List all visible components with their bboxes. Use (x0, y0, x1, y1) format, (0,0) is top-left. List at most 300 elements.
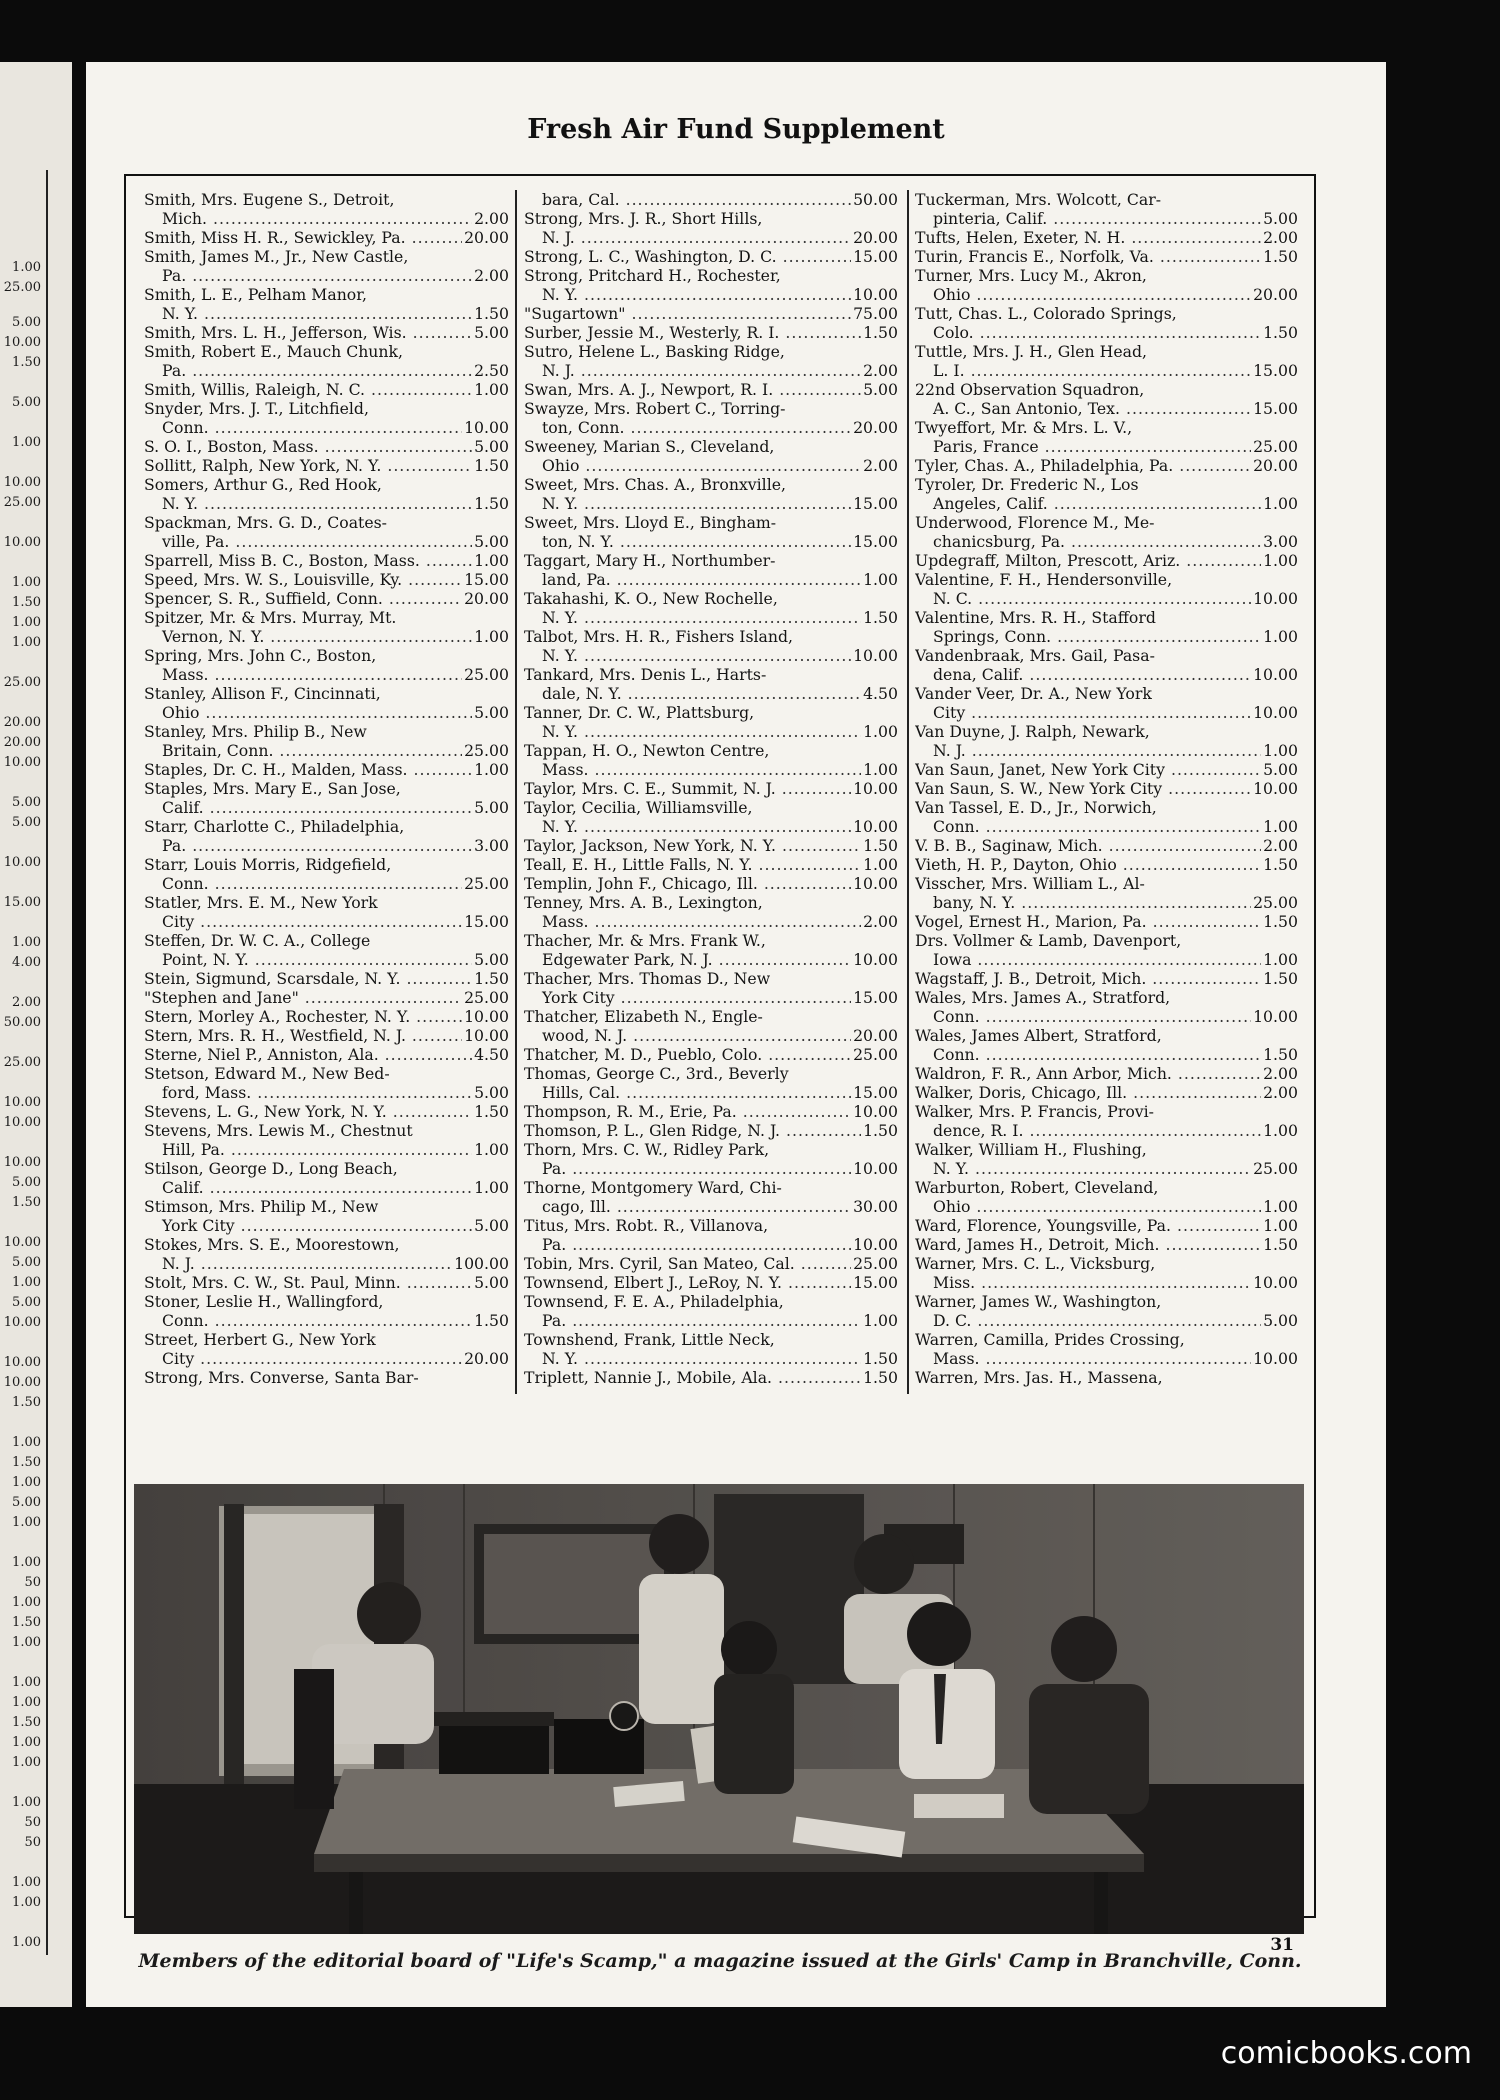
adjacent-page-amount: 2.00 (12, 995, 41, 1010)
donor-name-line: Conn. ..... (144, 1311, 509, 1330)
donor-name-line: N. J. ..... (524, 228, 898, 247)
adjacent-page-strip (0, 62, 72, 2007)
donor-name-line: ford, Mass. ..... (144, 1083, 509, 1102)
donor-entry (144, 1292, 509, 1330)
donor-entry (915, 798, 1298, 836)
donor-name-line: Calif. ..... (144, 798, 509, 817)
donor-name-line: Tyroler, Dr. Frederic N., Los (915, 475, 1139, 494)
donor-entry (524, 1007, 898, 1045)
donor-name-line: Smith, Willis, Raleigh, N. C. ..... (144, 380, 509, 399)
donation-amount: 10.00 (853, 874, 898, 893)
donor-name-line: Iowa ..... (915, 950, 1298, 969)
adjacent-page-amount: 10.00 (3, 535, 41, 550)
donation-amount: 2.00 (863, 456, 898, 475)
donation-amount: 10.00 (853, 1102, 898, 1121)
donation-amount: 1.50 (474, 494, 509, 513)
donation-amount: 1.00 (1263, 817, 1298, 836)
donor-name-line: cago, Ill. ..... (524, 1197, 898, 1216)
adjacent-page-amount: 1.00 (12, 1895, 41, 1910)
donor-name-line: Tobin, Mrs. Cyril, San Mateo, Cal. ..... (524, 1254, 898, 1273)
donor-name-line: N. Y. ..... (524, 817, 898, 836)
adjacent-page-amount: 5.00 (12, 315, 41, 330)
donation-amount: 1.50 (1263, 1045, 1298, 1064)
adjacent-page-amount: 1.00 (12, 435, 41, 450)
adjacent-page-amount: 1.00 (12, 1875, 41, 1890)
donor-name-line: Tyler, Chas. A., Philadelphia, Pa. ..... (915, 456, 1298, 475)
donation-amount: 1.50 (1263, 247, 1298, 266)
donor-name-line: Valentine, Mrs. R. H., Stafford (915, 608, 1156, 627)
donation-amount: 10.00 (1253, 779, 1298, 798)
donation-amount: 1.00 (1263, 741, 1298, 760)
donation-amount: 10.00 (853, 285, 898, 304)
donor-name-line: Vogel, Ernest H., Marion, Pa. ..... (915, 912, 1298, 931)
donor-name-line: Stanley, Allison F., Cincinnati, (144, 684, 381, 703)
donation-amount: 20.00 (1253, 285, 1298, 304)
donor-entry (144, 1273, 509, 1292)
donation-amount: 15.00 (853, 247, 898, 266)
donor-name-line: Thacher, Mrs. Thomas D., New (524, 969, 771, 988)
donor-entry (144, 722, 509, 760)
donor-name-line: Taylor, Jackson, New York, N. Y. ..... (524, 836, 898, 855)
donation-amount: 10.00 (853, 950, 898, 969)
donor-entry (524, 855, 898, 874)
donation-amount: 2.00 (863, 361, 898, 380)
adjacent-page-amount: 10.00 (3, 1155, 41, 1170)
donation-amount: 10.00 (1253, 1273, 1298, 1292)
donor-entry (524, 513, 898, 551)
donation-amount: 10.00 (464, 1026, 509, 1045)
donation-amount: 5.00 (474, 798, 509, 817)
donor-entry (524, 1216, 898, 1254)
donation-amount: 25.00 (853, 1045, 898, 1064)
donor-entry (915, 1140, 1298, 1178)
donor-name-line: V. B. B., Saginaw, Mich. ..... (915, 836, 1298, 855)
donor-name-line: Calif. ..... (144, 1178, 509, 1197)
donor-entry (915, 855, 1298, 874)
donor-entry (144, 323, 509, 342)
donor-name-line: 22nd Observation Squadron, (915, 380, 1145, 399)
adjacent-page-amount: 10.00 (3, 1315, 41, 1330)
donor-name-line: Turner, Mrs. Lucy M., Akron, (915, 266, 1147, 285)
donation-amount: 5.00 (1263, 209, 1298, 228)
donation-amount: 1.50 (474, 1311, 509, 1330)
donation-amount: 10.00 (853, 817, 898, 836)
donor-entry (524, 1045, 898, 1064)
donation-amount: 10.00 (464, 1007, 509, 1026)
donor-name-line: Walker, Mrs. P. Francis, Provi- (915, 1102, 1154, 1121)
donor-name-line: Snyder, Mrs. J. T., Litchfield, (144, 399, 369, 418)
adjacent-page-amount: 15.00 (3, 895, 41, 910)
donor-entry (915, 380, 1298, 418)
donor-name-line: Strong, Mrs. Converse, Santa Bar- (144, 1368, 419, 1387)
donor-entry (524, 266, 898, 304)
donor-entry (144, 988, 509, 1007)
donation-amount: 10.00 (853, 646, 898, 665)
adjacent-page-amount: 10.00 (3, 335, 41, 350)
donor-name-line: Springs, Conn. ..... (915, 627, 1298, 646)
donation-amount: 10.00 (1253, 665, 1298, 684)
donor-name-line: land, Pa. ..... (524, 570, 898, 589)
adjacent-page-amount: 5.00 (12, 1495, 41, 1510)
donor-entry (524, 1273, 898, 1292)
donor-entry (524, 190, 898, 209)
adjacent-page-amount: 10.00 (3, 755, 41, 770)
donor-name-line: Swan, Mrs. A. J., Newport, R. I. ..... (524, 380, 898, 399)
donor-name-line: Point, N. Y. ..... (144, 950, 509, 969)
donor-entry (144, 190, 509, 228)
donor-name-line: Stern, Morley A., Rochester, N. Y. ..... (144, 1007, 509, 1026)
donor-name-line: Thomson, P. L., Glen Ridge, N. J. ..... (524, 1121, 898, 1140)
donation-amount: 1.00 (863, 1311, 898, 1330)
donation-amount: 1.00 (1263, 1197, 1298, 1216)
donor-name-line: bany, N. Y. ..... (915, 893, 1298, 912)
donor-name-line: Townsend, F. E. A., Philadelphia, (524, 1292, 784, 1311)
adjacent-page-amount: 1.00 (12, 1555, 41, 1570)
donor-entry (915, 836, 1298, 855)
donor-name-line: Waldron, F. R., Ann Arbor, Mich. ..... (915, 1064, 1298, 1083)
donor-name-line: Conn. ..... (915, 1045, 1298, 1064)
donor-entry (144, 893, 509, 931)
donation-amount: 20.00 (464, 228, 509, 247)
donor-name-line: Van Duyne, J. Ralph, Newark, (915, 722, 1150, 741)
donor-entry (144, 1121, 509, 1159)
donor-name-line: Tankard, Mrs. Denis L., Harts- (524, 665, 767, 684)
donor-entry (915, 247, 1298, 266)
donor-entry (144, 570, 509, 589)
donor-name-line: N. Y. ..... (524, 608, 898, 627)
donor-name-line: Stein, Sigmund, Scarsdale, N. Y. ..... (144, 969, 509, 988)
donation-amount: 1.50 (1263, 323, 1298, 342)
donation-amount: 25.00 (464, 665, 509, 684)
donor-entry (144, 855, 509, 893)
donation-amount: 1.00 (474, 1140, 509, 1159)
donation-amount: 1.00 (1263, 627, 1298, 646)
donor-name-line: Britain, Conn. ..... (144, 741, 509, 760)
donor-name-line: Sterne, Niel P., Anniston, Ala. ..... (144, 1045, 509, 1064)
adjacent-page-amount: 1.00 (12, 1935, 41, 1950)
donation-amount: 20.00 (853, 1026, 898, 1045)
donor-name-line: Mass. ..... (524, 912, 898, 931)
donation-amount: 20.00 (464, 1349, 509, 1368)
donation-amount: 5.00 (1263, 760, 1298, 779)
donor-entry (524, 589, 898, 627)
donor-entry (144, 228, 509, 247)
donation-amount: 1.00 (474, 760, 509, 779)
donor-entry (524, 893, 898, 931)
adjacent-page-amount: 50 (24, 1835, 41, 1850)
donor-entry (144, 1102, 509, 1121)
donor-name-line: Tappan, H. O., Newton Centre, (524, 741, 770, 760)
donation-amount: 1.00 (1263, 551, 1298, 570)
donor-entry (144, 1197, 509, 1235)
donor-name-line: Townsend, Elbert J., LeRoy, N. Y. ..... (524, 1273, 898, 1292)
donor-name-line: Stoner, Leslie H., Wallingford, (144, 1292, 384, 1311)
donation-amount: 1.50 (863, 323, 898, 342)
donor-name-line: Spring, Mrs. John C., Boston, (144, 646, 377, 665)
donor-name-line: Pa. ..... (524, 1235, 898, 1254)
donor-name-line: Warner, James W., Washington, (915, 1292, 1162, 1311)
donor-name-line: Statler, Mrs. E. M., New York (144, 893, 378, 912)
donor-name-line: Titus, Mrs. Robt. R., Villanova, (524, 1216, 769, 1235)
donor-name-line: Stimson, Mrs. Philip M., New (144, 1197, 379, 1216)
adjacent-page-amount: 1.00 (12, 1755, 41, 1770)
donation-amount: 1.50 (863, 1121, 898, 1140)
donor-name-line: N. Y. ..... (524, 1349, 898, 1368)
donor-name-line: Staples, Mrs. Mary E., San Jose, (144, 779, 401, 798)
donor-name-line: Thacher, Mr. & Mrs. Frank W., (524, 931, 766, 950)
donor-name-line: Sutro, Helene L., Basking Ridge, (524, 342, 785, 361)
donor-name-line: Ohio ..... (915, 1197, 1298, 1216)
donor-entry (915, 1064, 1298, 1083)
donation-amount: 30.00 (853, 1197, 898, 1216)
donation-amount: 2.00 (1263, 836, 1298, 855)
adjacent-page-amount: 1.00 (12, 1695, 41, 1710)
donor-entry (144, 437, 509, 456)
donor-entry (144, 1235, 509, 1273)
donor-name-line: N. J. ..... (144, 1254, 509, 1273)
donor-entry (144, 779, 509, 817)
donor-entry (915, 1292, 1298, 1330)
donor-column-3 (915, 190, 1298, 1390)
donor-name-line: City ..... (144, 1349, 509, 1368)
donation-amount: 1.50 (1263, 912, 1298, 931)
donation-amount: 10.00 (1253, 703, 1298, 722)
adjacent-page-amount: 10.00 (3, 855, 41, 870)
donor-name-line: Starr, Louis Morris, Ridgefield, (144, 855, 392, 874)
donor-entry (915, 1102, 1298, 1140)
donor-entry (524, 209, 898, 247)
donor-name-line: Van Saun, Janet, New York City ..... (915, 760, 1298, 779)
donor-name-line: Twyeffort, Mr. & Mrs. L. V., (915, 418, 1133, 437)
donor-entry (524, 798, 898, 836)
donation-amount: 1.50 (1263, 855, 1298, 874)
donation-amount: 1.50 (863, 608, 898, 627)
donor-entry (915, 228, 1298, 247)
donor-name-line: Taylor, Mrs. C. E., Summit, N. J. ..... (524, 779, 898, 798)
photo-caption: Members of the editorial board of "Life's Scamp," a magazine issued at the Girls' Camp in Branchville, Conn. (138, 1950, 1302, 1972)
donor-entry (524, 703, 898, 741)
donor-column-2 (524, 190, 898, 1390)
donor-name-line: Spencer, S. R., Suffield, Conn. ..... (144, 589, 509, 608)
donation-amount: 1.00 (474, 627, 509, 646)
donor-name-line: Hill, Pa. ..... (144, 1140, 509, 1159)
donation-amount: 3.00 (474, 836, 509, 855)
donation-amount: 4.50 (474, 1045, 509, 1064)
donor-name-line: Takahashi, K. O., New Rochelle, (524, 589, 778, 608)
donor-name-line: York City ..... (524, 988, 898, 1007)
donor-name-line: N. Y. ..... (524, 646, 898, 665)
donor-name-line: D. C. ..... (915, 1311, 1298, 1330)
donor-name-line: Walker, Doris, Chicago, Ill. ..... (915, 1083, 1298, 1102)
donor-name-line: Smith, James M., Jr., New Castle, (144, 247, 409, 266)
donor-entry (144, 1368, 509, 1387)
donor-name-line: Speed, Mrs. W. S., Louisville, Ky. ..... (144, 570, 509, 589)
donation-amount: 5.00 (474, 532, 509, 551)
adjacent-page-amount: 50 (24, 1815, 41, 1830)
donor-name-line: Vander Veer, Dr. A., New York (915, 684, 1152, 703)
donor-entry (915, 646, 1298, 684)
donation-amount: 1.50 (1263, 1235, 1298, 1254)
adjacent-page-amount: 1.50 (12, 355, 41, 370)
donation-amount: 2.00 (474, 209, 509, 228)
donation-amount: 50.00 (853, 190, 898, 209)
donation-amount: 15.00 (464, 912, 509, 931)
donation-amount: 4.50 (863, 684, 898, 703)
donor-entry (915, 912, 1298, 931)
donor-name-line: Van Tassel, E. D., Jr., Norwich, (915, 798, 1157, 817)
donor-name-line: Stanley, Mrs. Philip B., New (144, 722, 367, 741)
donor-entry (524, 1292, 898, 1330)
donor-name-line: Visscher, Mrs. William L., Al- (915, 874, 1145, 893)
donor-name-line: Taylor, Cecilia, Williamsville, (524, 798, 753, 817)
donor-entry (144, 646, 509, 684)
donation-amount: 1.50 (474, 456, 509, 475)
donation-amount: 2.50 (474, 361, 509, 380)
donation-amount: 15.00 (1253, 399, 1298, 418)
donor-entry (524, 1140, 898, 1178)
donor-entry (524, 1330, 898, 1368)
donor-name-line: Vandenbraak, Mrs. Gail, Pasa- (915, 646, 1155, 665)
donation-amount: 1.00 (474, 1178, 509, 1197)
donor-entry (524, 931, 898, 969)
donation-amount: 10.00 (1253, 1007, 1298, 1026)
photo-illustration (134, 1484, 1304, 1934)
donor-name-line: Angeles, Calif. ..... (915, 494, 1298, 513)
donation-amount: 25.00 (464, 741, 509, 760)
donor-entry (915, 190, 1298, 228)
donation-amount: 20.00 (853, 418, 898, 437)
donor-entry (144, 285, 509, 323)
donor-entry (524, 380, 898, 399)
donor-entry (144, 760, 509, 779)
donation-amount: 2.00 (1263, 1064, 1298, 1083)
donation-amount: 10.00 (464, 418, 509, 437)
donor-entry (144, 589, 509, 608)
donor-entry (915, 342, 1298, 380)
donor-entry (915, 418, 1298, 456)
donor-name-line: N. Y. ..... (524, 494, 898, 513)
donor-name-line: Conn. ..... (915, 817, 1298, 836)
donor-name-line: Underwood, Florence M., Me- (915, 513, 1155, 532)
donor-entry (915, 1083, 1298, 1102)
donor-entry (144, 551, 509, 570)
adjacent-page-amount: 10.00 (3, 1355, 41, 1370)
adjacent-page-amount: 1.50 (12, 1195, 41, 1210)
donor-entry (524, 1102, 898, 1121)
donation-amount: 15.00 (464, 570, 509, 589)
adjacent-page-amount: 25.00 (3, 495, 41, 510)
donor-entry (144, 1007, 509, 1026)
donation-amount: 5.00 (863, 380, 898, 399)
donor-name-line: Wales, James Albert, Stratford, (915, 1026, 1162, 1045)
donation-amount: 2.00 (1263, 228, 1298, 247)
donor-name-line: N. Y. ..... (144, 494, 509, 513)
adjacent-page-amount: 1.00 (12, 635, 41, 650)
adjacent-page-amount: 5.00 (12, 815, 41, 830)
donor-name-line: Walker, William H., Flushing, (915, 1140, 1147, 1159)
adjacent-page-amount: 1.00 (12, 935, 41, 950)
donor-entry (915, 931, 1298, 969)
donor-name-line: Warburton, Robert, Cleveland, (915, 1178, 1159, 1197)
donor-name-line: Stevens, L. G., New York, N. Y. ..... (144, 1102, 509, 1121)
donor-name-line: Ohio ..... (144, 703, 509, 722)
donor-name-line: Smith, Miss H. R., Sewickley, Pa. ..... (144, 228, 509, 247)
adjacent-page-amount: 1.00 (12, 1435, 41, 1450)
donor-entry (915, 570, 1298, 608)
adjacent-page-amount: 4.00 (12, 955, 41, 970)
donation-amount: 5.00 (1263, 1311, 1298, 1330)
donation-amount: 25.00 (464, 874, 509, 893)
donor-name-line: Mass. ..... (144, 665, 509, 684)
donor-entry (144, 817, 509, 855)
column-rule (515, 190, 517, 1394)
donation-amount: 15.00 (853, 988, 898, 1007)
donor-name-line: Taggart, Mary H., Northumber- (524, 551, 776, 570)
adjacent-page-amount: 1.50 (12, 1615, 41, 1630)
donor-name-line: Starr, Charlotte C., Philadelphia, (144, 817, 405, 836)
donor-name-line: Strong, Pritchard H., Rochester, (524, 266, 781, 285)
donation-amount: 20.00 (1253, 456, 1298, 475)
donor-entry (524, 399, 898, 437)
donor-entry (915, 969, 1298, 988)
donation-amount: 10.00 (853, 1235, 898, 1254)
donor-name-line: Warren, Mrs. Jas. H., Massena, (915, 1368, 1163, 1387)
donor-entry (524, 551, 898, 589)
adjacent-page-amount: 5.00 (12, 1175, 41, 1190)
adjacent-page-amount: 1.00 (12, 1735, 41, 1750)
donation-amount: 25.00 (1253, 1159, 1298, 1178)
donation-amount: 1.00 (863, 855, 898, 874)
donor-name-line: Stevens, Mrs. Lewis M., Chestnut (144, 1121, 413, 1140)
donor-entry (524, 475, 898, 513)
donor-column-1 (144, 190, 509, 1390)
donor-name-line: Warner, Mrs. C. L., Vicksburg, (915, 1254, 1156, 1273)
donor-entry (144, 1064, 509, 1102)
donation-amount: 25.00 (1253, 893, 1298, 912)
donation-amount: 1.00 (1263, 1121, 1298, 1140)
donor-name-line: Sweeney, Marian S., Cleveland, (524, 437, 775, 456)
adjacent-page-amount: 1.50 (12, 1715, 41, 1730)
donor-name-line: ton, Conn. ..... (524, 418, 898, 437)
donor-name-line: Edgewater Park, N. J. ..... (524, 950, 898, 969)
donor-entry (915, 475, 1298, 513)
column-rule (907, 190, 909, 1394)
donor-name-line: N. J. ..... (524, 361, 898, 380)
donor-name-line: Staples, Dr. C. H., Malden, Mass. ..... (144, 760, 509, 779)
donor-name-line: Van Saun, S. W., New York City ..... (915, 779, 1298, 798)
adjacent-page-amount: 10.00 (3, 1375, 41, 1390)
donor-entry (144, 1330, 509, 1368)
donor-entry (915, 722, 1298, 760)
donor-entry (144, 380, 509, 399)
donor-name-line: Thompson, R. M., Erie, Pa. ..... (524, 1102, 898, 1121)
donor-name-line: Wales, Mrs. James A., Stratford, (915, 988, 1171, 1007)
donation-amount: 1.50 (474, 969, 509, 988)
donor-entry (915, 551, 1298, 570)
donation-amount: 100.00 (454, 1254, 509, 1273)
donor-name-line: Street, Herbert G., New York (144, 1330, 376, 1349)
donation-amount: 10.00 (853, 779, 898, 798)
donor-name-line: Tanner, Dr. C. W., Plattsburg, (524, 703, 755, 722)
donor-entry (144, 399, 509, 437)
donor-name-line: Vernon, N. Y. ..... (144, 627, 509, 646)
donation-amount: 5.00 (474, 950, 509, 969)
donor-name-line: "Stephen and Jane" ..... (144, 988, 509, 1007)
donor-name-line: Pa. ..... (524, 1159, 898, 1178)
donor-entry (915, 1026, 1298, 1064)
donation-amount: 2.00 (474, 266, 509, 285)
donor-name-line: City ..... (915, 703, 1298, 722)
